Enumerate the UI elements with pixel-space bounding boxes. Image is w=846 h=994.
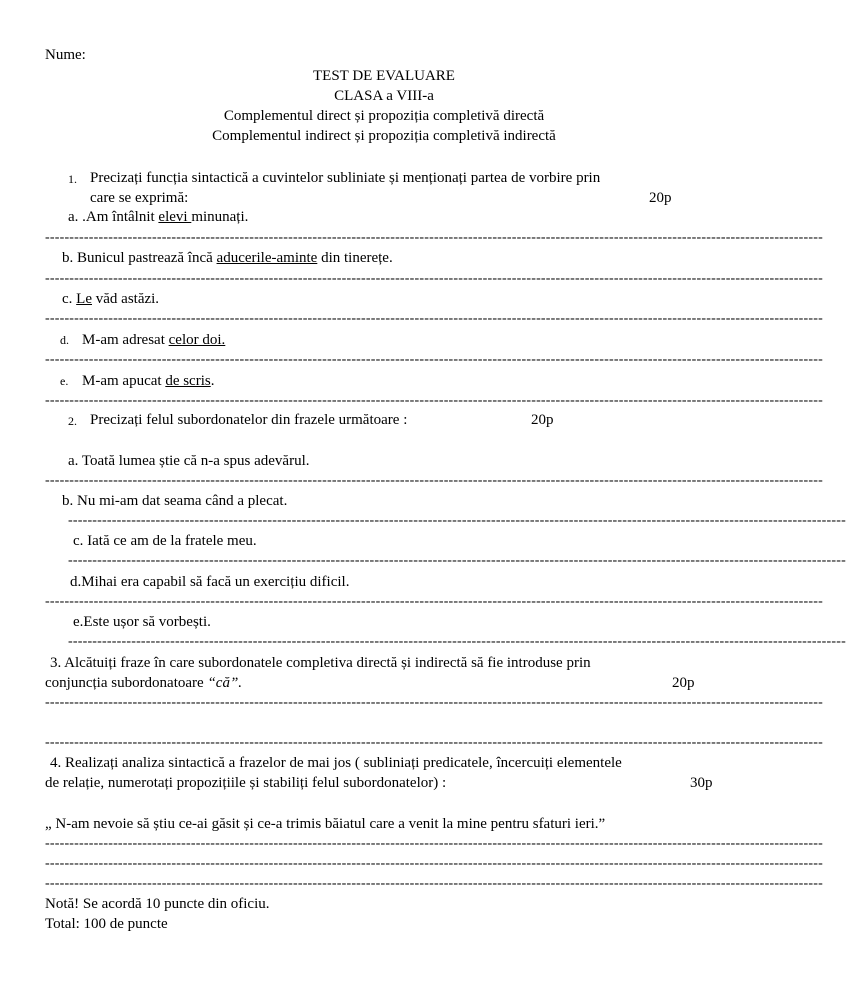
- q2-item-a: a. Toată lumea știe că n-a spus adevărul.: [68, 453, 310, 469]
- subtitle-indirect: Complementul indirect și propoziția completivă indirectă: [212, 128, 556, 144]
- q1-points: 20p: [649, 190, 672, 206]
- answer-line[interactable]: ----------------------------------------------------------------------------------------------------------------------------------------------------------------: [45, 271, 823, 286]
- q1-number: 1.: [68, 172, 77, 186]
- q2-points: 20p: [531, 412, 554, 428]
- q1-text-line2: care se exprimă:: [90, 190, 189, 206]
- answer-line[interactable]: ----------------------------------------------------------------------------------------------------------------------------------------------------------------: [45, 735, 823, 750]
- q3-text-line1: 3. Alcătuiți fraze în care subordonatele completiva directă și indirectă să fie introduse prin: [50, 655, 591, 671]
- answer-line[interactable]: ----------------------------------------------------------------------------------------------------------------------------------------------------------------: [68, 513, 846, 528]
- q2-number: 2.: [68, 414, 77, 428]
- q2-item-b: b. Nu mi-am dat seama când a plecat.: [62, 493, 288, 509]
- answer-line[interactable]: ----------------------------------------------------------------------------------------------------------------------------------------------------------------: [45, 230, 823, 245]
- footer-note: Notă! Se acordă 10 puncte din oficiu.: [45, 896, 270, 912]
- answer-line[interactable]: ----------------------------------------------------------------------------------------------------------------------------------------------------------------: [45, 836, 823, 851]
- q2-item-d: d.Mihai era capabil să facă un exercițiu dificil.: [70, 574, 350, 590]
- q1-item-b: b. Bunicul pastrează încă aducerile-aminte din tinerețe.: [62, 250, 393, 266]
- answer-line[interactable]: ----------------------------------------------------------------------------------------------------------------------------------------------------------------: [45, 695, 823, 710]
- answer-line[interactable]: ----------------------------------------------------------------------------------------------------------------------------------------------------------------: [68, 553, 846, 568]
- q2-item-e: e.Este ușor să vorbești.: [73, 614, 211, 630]
- q1-item-d: d. M-am adresat celor doi.: [60, 332, 226, 348]
- class-label: CLASA a VIII-a: [334, 88, 434, 104]
- footer-total: Total: 100 de puncte: [45, 916, 168, 932]
- q4-points: 30p: [690, 775, 713, 791]
- answer-line[interactable]: ----------------------------------------------------------------------------------------------------------------------------------------------------------------: [45, 311, 823, 326]
- subtitle-direct: Complementul direct și propoziția completivă directă: [223, 108, 545, 124]
- answer-line[interactable]: ----------------------------------------------------------------------------------------------------------------------------------------------------------------: [45, 352, 823, 367]
- q4-text-line2: de relație, numerotați propozițiile și stabiliți felul subordonatelor) :: [45, 775, 447, 791]
- test-title: TEST DE EVALUARE: [313, 68, 455, 84]
- q1-item-c: c. Le văd astăzi.: [62, 291, 160, 307]
- q2-item-c: c. Iată ce am de la fratele meu.: [73, 533, 257, 549]
- q2-text: Precizați felul subordonatelor din frazele următoare :: [90, 412, 408, 428]
- q1-text-line1: Precizați funcția sintactică a cuvintelor subliniate și menționați partea de vorbire prin: [90, 170, 601, 186]
- q3-points: 20p: [672, 675, 695, 691]
- answer-line[interactable]: ----------------------------------------------------------------------------------------------------------------------------------------------------------------: [68, 634, 846, 649]
- answer-line[interactable]: ----------------------------------------------------------------------------------------------------------------------------------------------------------------: [45, 473, 823, 488]
- q1-item-a: a. .Am întâlnit elevi minunați.: [68, 209, 249, 225]
- answer-line[interactable]: ----------------------------------------------------------------------------------------------------------------------------------------------------------------: [45, 594, 823, 609]
- answer-line[interactable]: ----------------------------------------------------------------------------------------------------------------------------------------------------------------: [45, 856, 823, 871]
- q1-item-e: e. M-am apucat de scris.: [60, 373, 215, 389]
- q4-sentence: „ N-am nevoie să știu ce-ai găsit și ce-a trimis băiatul care a venit la mine pentru sfaturi ieri.”: [45, 816, 606, 832]
- q3-text-line2: conjuncția subordonatoare “că”.: [45, 675, 243, 691]
- q4-text-line1: 4. Realizați analiza sintactică a frazelor de mai jos ( subliniați predicatele, încercuiți elementele: [50, 755, 622, 771]
- answer-line[interactable]: ----------------------------------------------------------------------------------------------------------------------------------------------------------------: [45, 876, 823, 891]
- answer-line[interactable]: ----------------------------------------------------------------------------------------------------------------------------------------------------------------: [45, 393, 823, 408]
- name-label: Nume:: [45, 47, 86, 63]
